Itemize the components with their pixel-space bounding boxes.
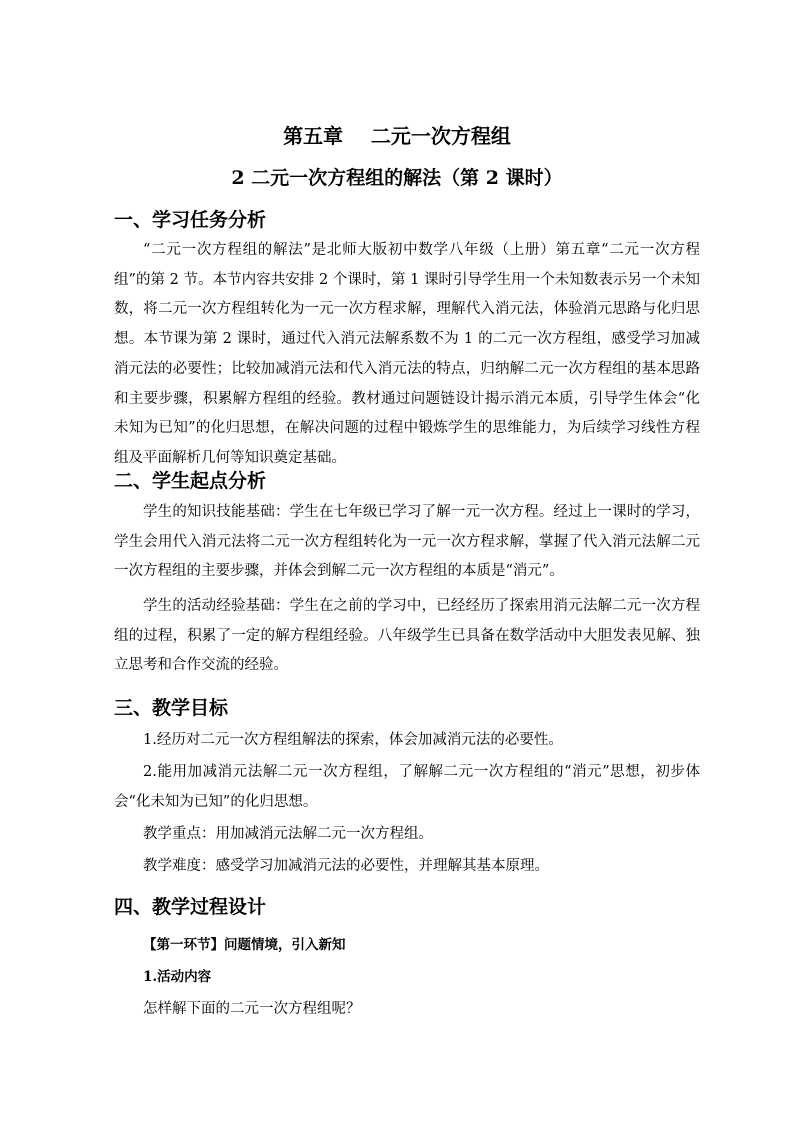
question-text: 怎样解下面的二元一次方程组呢？ [143, 1001, 361, 1017]
lesson-title: 2 二元一次方程组的解法（第 2 课时） [231, 167, 563, 189]
teaching-difficulty: 教学难度：感受学习加减消元法的必要性，并理解其基本原理。 [143, 858, 549, 874]
section-heading-task-analysis: 一、学习任务分析 [114, 209, 267, 231]
teaching-key-point: 教学重点：用加减消元法解二元一次方程组。 [143, 826, 433, 842]
section-heading-process-design: 四、教学过程设计 [114, 896, 267, 918]
chapter-title: 第五章 二元一次方程组 [283, 124, 511, 148]
goal-1: 1.经历对二元一次方程组解法的探索，体会加减消元法的必要性。 [143, 732, 563, 748]
stage-1-title: 【第一环节】问题情境，引入新知 [143, 937, 346, 953]
goal-2: 2.能用加减消元法解二元一次方程组，了解解二元一次方程组的“消元”思想，初步体会“化未知为已知”的化归思想。 [114, 764, 700, 810]
section-heading-teaching-goals: 三、教学目标 [114, 697, 229, 719]
task-analysis-paragraph: “二元一次方程组的解法”是北师大版初中数学八年级（上册）第五章“二元一次方程组”的第 2 节。本节内容共安排 2 个课时，第 1 课时引导学生用一个未知数表示另一个未知数，将二元一次方程组转化为一元一次方程求解，理解代入消元法，体验消元思路与化归思想。本节课为第 2 课时，通过代入消元法解系数不为 1 的二元一次方程组，感受学习加减消元法的必要性；比较加减消元法和代入消元法的特点，归纳解二元一次方程组的基本思路和主要步骤，积累解方程组的经验。教材通过问题链设计揭示消元本质，引导学生体会“化未知为已知”的化归思想，在解决问题的过程中锻炼学生的思维能力，为后续学习线性方程组及平面解析几何等知识奠定基础。 [114, 242, 700, 466]
activity-content-title: 1.活动内容 [143, 969, 212, 985]
student-knowledge-paragraph: 学生的知识技能基础：学生在七年级已学习了解一元一次方程。经过上一课时的学习，学生会用代入消元法将二元一次方程组转化为一元一次方程求解，掌握了代入消元法解二元一次方程组的主要步骤，并体会到解二元一次方程组的本质是“消元”。 [114, 504, 700, 580]
section-heading-student-analysis: 二、学生起点分析 [114, 470, 267, 492]
student-experience-paragraph: 学生的活动经验基础：学生在之前的学习中，已经经历了探索用消元法解二元一次方程组的过程，积累了一定的解方程组经验。八年级学生已具备在数学活动中大胆发表见解、独立思考和合作交流的经验。 [114, 598, 700, 674]
